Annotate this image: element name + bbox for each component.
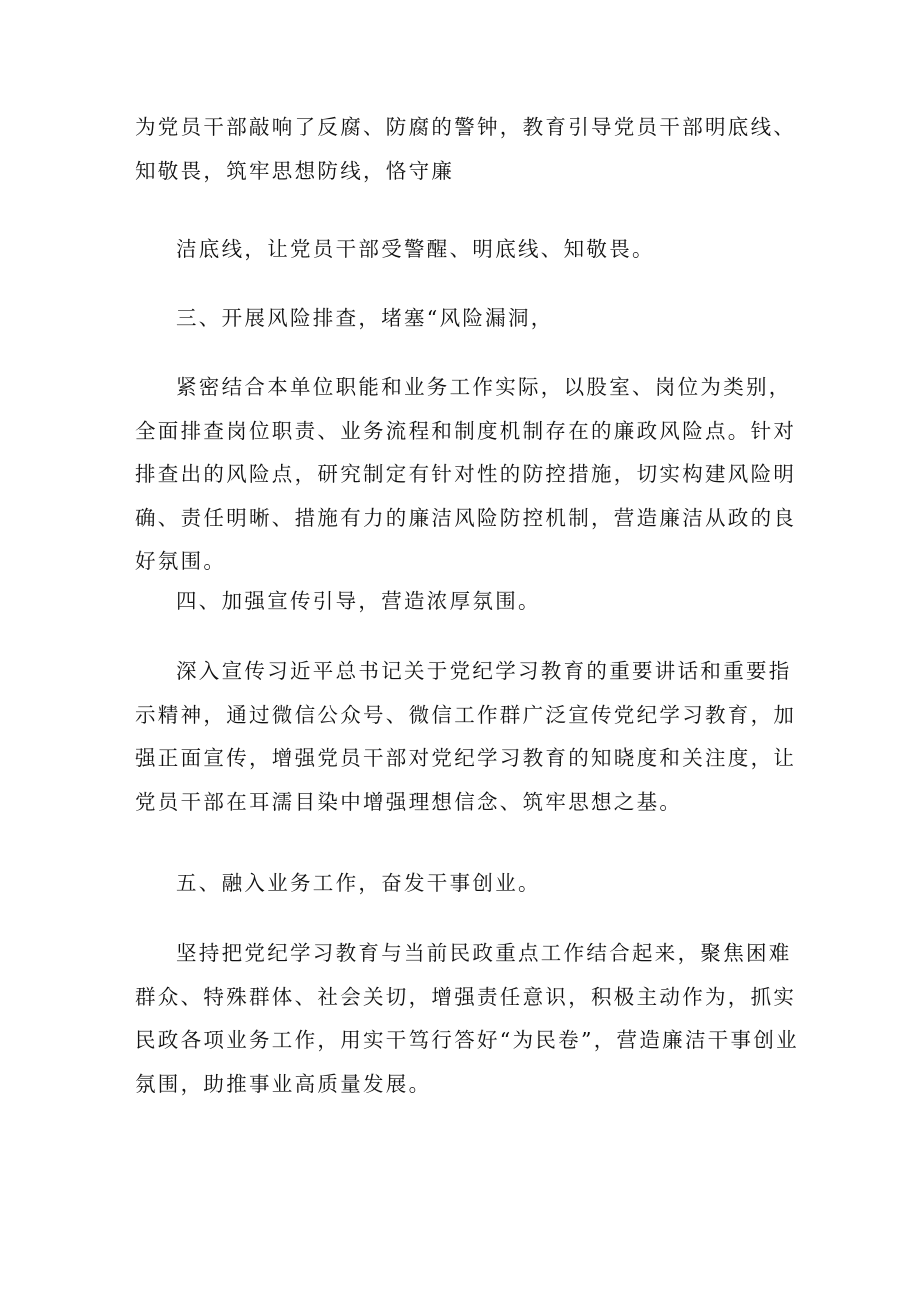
paragraph-continuation-end: 洁底线，让党员干部受警醒、明底线、知敬畏。 [176,237,655,261]
paragraph-publicity: 深入宣传习近平总书记关于党纪学习教育的重要讲话和重要指示精神，通过微信公众号、微信工作群广泛宣传党纪学习教育，加强正面宣传，增强党员干部对党纪学习教育的知晓度和关注度，让党员干部在耳濡目染中增强理想信念、筑牢思想之基。 [135,659,797,814]
paragraph-business-work: 坚持把党纪学习教育与当前民政重点工作结合起来，聚焦困难群众、特殊群体、社会关切，增强责任意识，积极主动作为，抓实民政各项业务工作，用实干笃行答好“为民卷”，营造廉洁干事创业氛围，助推事业高质量发展。 [135,941,799,1096]
section-heading-5: 五、融入业务工作，奋发干事创业。 [176,871,541,895]
section-heading-4: 四、加强宣传引导，营造浓厚氛围。 [176,589,541,613]
section-heading-3: 三、开展风险排查，堵塞“风险漏洞， [176,306,554,330]
paragraph-continuation: 为党员干部敲响了反腐、防腐的警钟，教育引导党员干部明底线、知敬畏，筑牢思想防线，恪守廉 [135,115,797,183]
paragraph-risk-check: 紧密结合本单位职能和业务工作实际，以股室、岗位为类别，全面排查岗位职责、业务流程和制度机制存在的廉政风险点。针对排查出的风险点，研究制定有针对性的防控措施，切实构建风险明确、责任明晰、措施有力的廉洁风险防控机制，营造廉洁从政的良好氛围。 [135,375,797,573]
